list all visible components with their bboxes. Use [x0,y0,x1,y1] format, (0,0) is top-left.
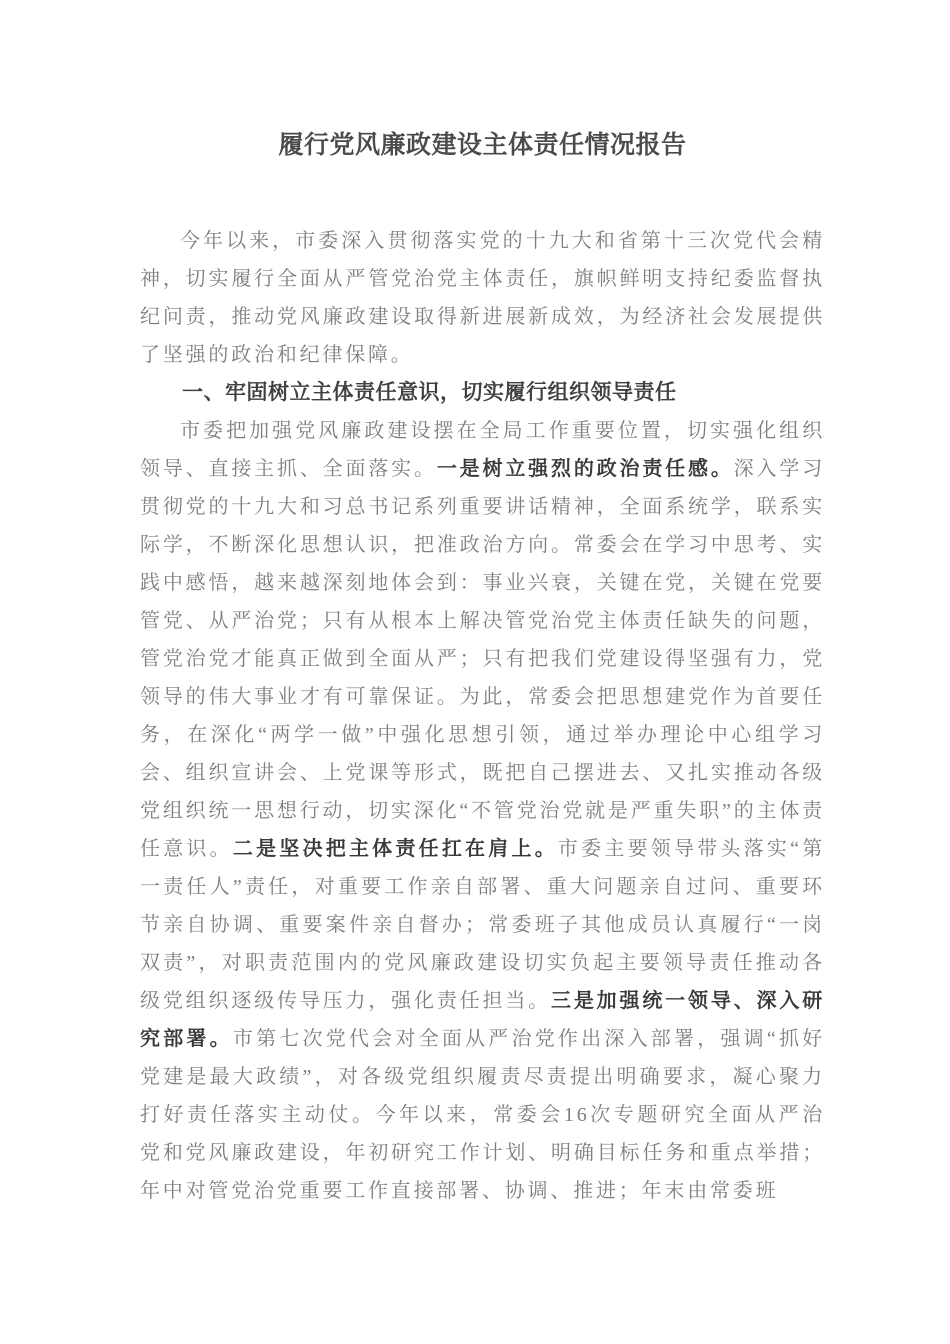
text-run: 今年以来，市委深入贯彻落实党的十九大和省第十三次党代会精神，切实履行全面从严管党治党主体责任，旗帜鲜明支持纪委监督执纪问责，推动党风廉政建设取得新进展新成效，为经济社会发展提供了坚强的政治和纪律保障。 [140,230,825,366]
text-run: 市委把加强党风廉政建设摆在全局工作重要位置，切实强化组织领导、直接主抓、全面落实。 [140,420,825,480]
section-heading [140,374,825,412]
text-run: 市委主要领导带头落实“第一责任人”责任，对重要工作亲自部署、重大问题亲自过问、重要环节亲自协调、重要案件亲自督办；常委班子其他成员认真履行“一岗双责”，对职责范围内的党风廉政建设切实负起主要领导责任推动各级党组织逐级传导压力，强化责任担当。 [140,838,825,1012]
bold-run: 三是加强统一领导、深入研究部署。 [140,990,825,1050]
text-run: 深入学习贯彻党的十九大和习总书记系列重要讲话精神，全面系统学，联系实际学，不断深化思想认识，把准政治方向。常委会在学习中思考、实践中感悟，越来越深刻地体会到：事业兴衰，关键在党，关键在党要管党、从严治党；只有从根本上解决管党治党主体责任缺失的问题，管党治党才能真正做到全面从严；只有把我们党建设得坚强有力，党领导的伟大事业才有可靠保证。为此，常委会把思想建党作为首要任务，在深化“两学一做”中强化思想引领，通过举办理论中心组学习会、组织宣讲会、上党课等形式，既把自己摆进去、又扎实推动各级党组织统一思想行动，切实深化“不管党治党就是严重失职”的主体责任意识。 [140,458,825,860]
paragraph [140,222,825,374]
bold-run: 一是树立强烈的政治责任感。 [436,458,734,480]
text-run: 市第七次党代会对全面从严治党作出深入部署，强调“抓好党建是最大政绩”，对各级党组织履责尽责提出明确要求，凝心聚力打好责任落实主动仗。今年以来，常委会16次专题研究全面从严治党和党风廉政建设，年初研究工作计划、明确目标任务和重点举措；年中对管党治党重要工作直接部署、协调、推进；年末由常委班 [140,1028,825,1202]
paragraph [140,412,825,1210]
bold-run: 一、牢固树立主体责任意识，切实履行组织领导责任 [182,381,677,404]
document-body [140,222,825,1210]
document-title: 履行党风廉政建设主体责任情况报告 [278,132,687,159]
bold-run: 二是坚决把主体责任扛在肩上。 [232,838,558,860]
